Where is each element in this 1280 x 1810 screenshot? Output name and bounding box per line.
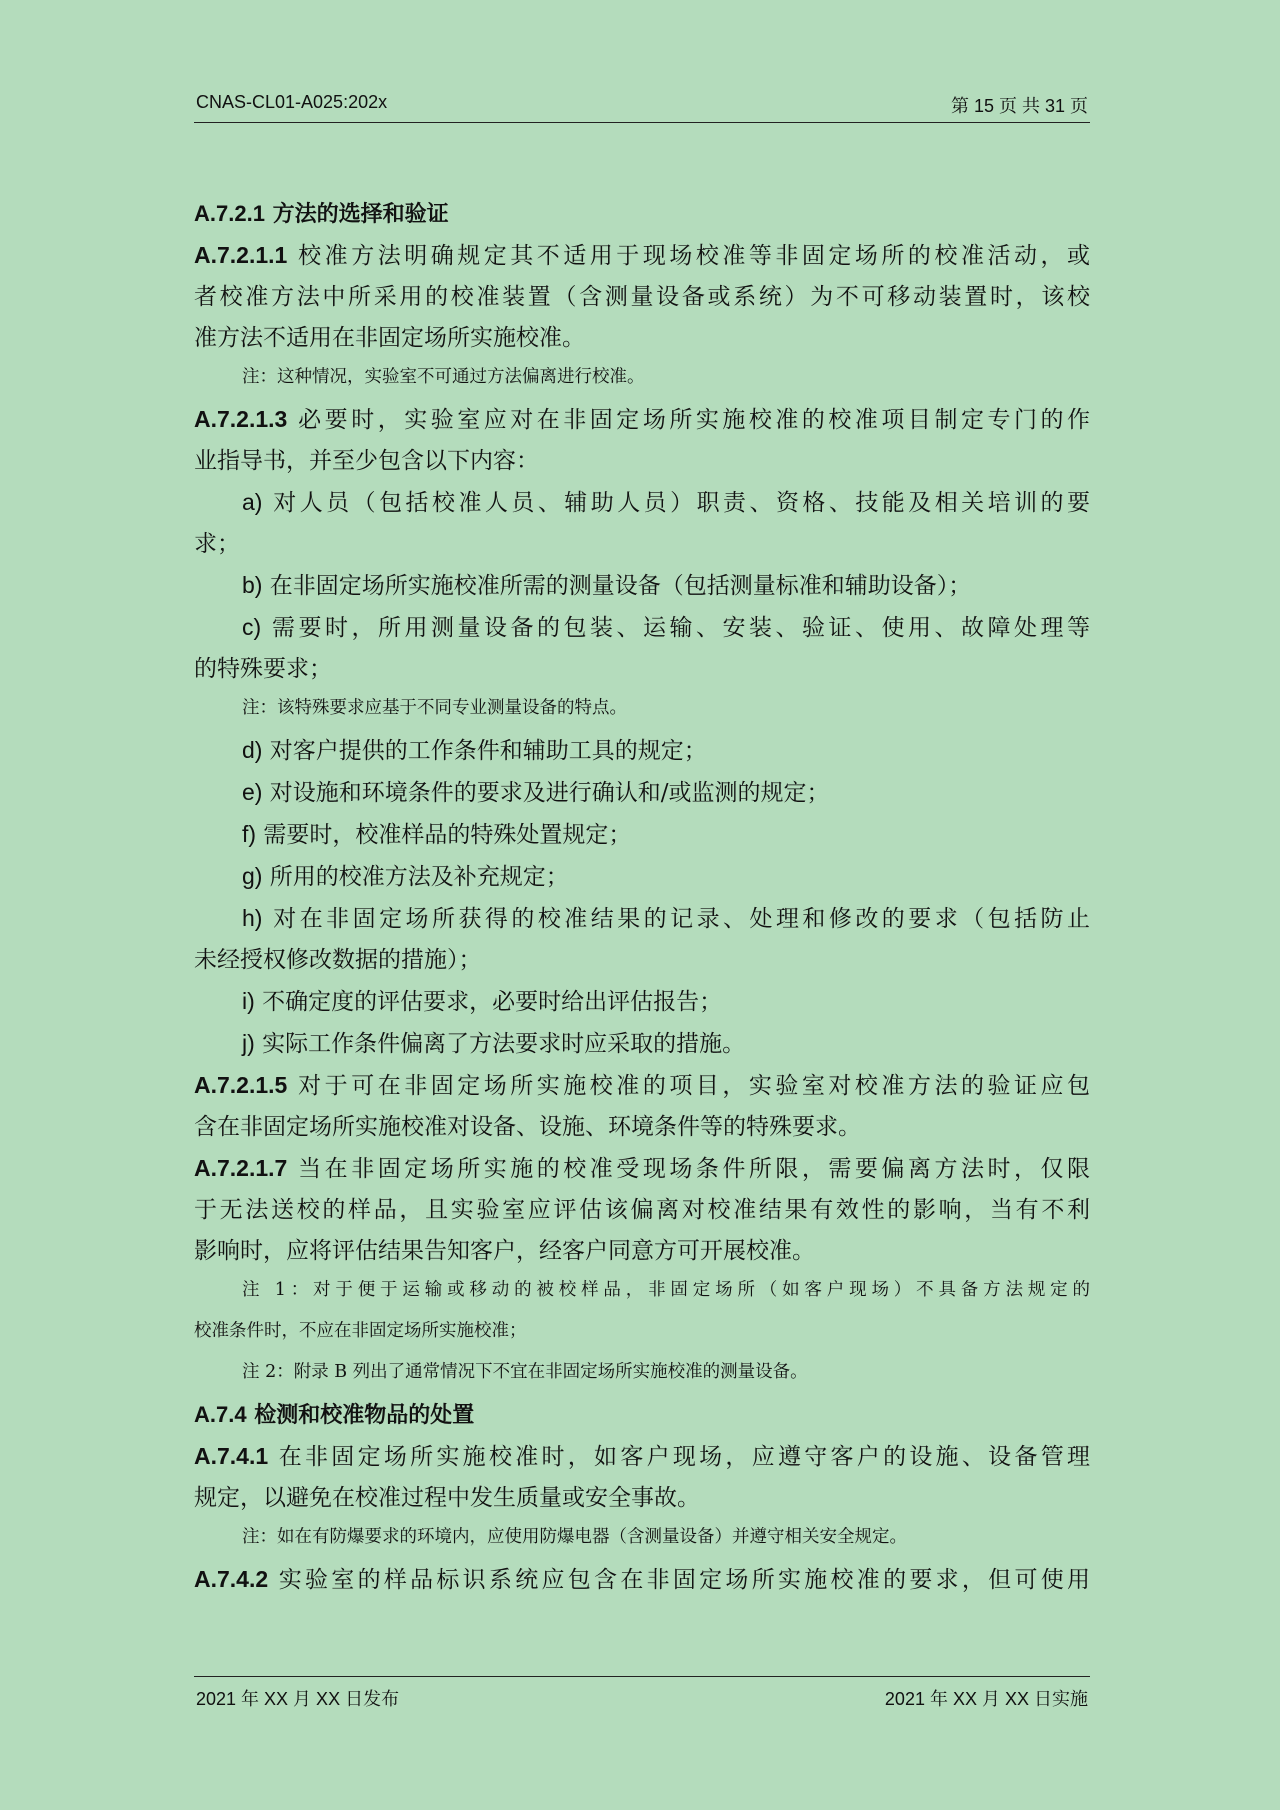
list-item-h <box>194 905 1090 933</box>
paragraph-line <box>194 1155 1090 1183</box>
clause-a7-4-1 <box>194 1443 1090 1548</box>
page-header <box>194 90 1090 123</box>
section-title: 检测和校准物品的处置 <box>254 1402 475 1428</box>
document-body <box>194 200 1090 1608</box>
clause-a7-2-1-1 <box>194 242 1090 388</box>
note-1: 注 1：对于便于运输或移动的被校样品，非固定场所（如客户现场）不具备方法规定的 <box>242 1280 1090 1300</box>
clause-a7-4-2 <box>194 1566 1090 1594</box>
clause-text: 校准方法明确规定其不适用于现场校准等非固定场所的校准活动，或 <box>298 243 1091 269</box>
list-label: d) <box>242 737 263 763</box>
note-2: 注 2：附录 B 列出了通常情况下不宜在非固定场所实施校准的测量设备。 <box>242 1362 808 1382</box>
list-label: j) <box>242 1030 255 1056</box>
list-text: 需要时，所用测量设备的包装、运输、安装、验证、使用、故障处理等 <box>271 615 1090 641</box>
paragraph-line <box>194 242 1090 270</box>
clause-text: 在非固定场所实施校准时，如客户现场，应遵守客户的设施、设备管理 <box>278 1444 1091 1470</box>
list-item-e <box>194 779 1090 807</box>
section-title: 方法的选择和验证 <box>272 201 449 227</box>
paragraph-line: 影响时，应将评估结果告知客户，经客户同意方可开展校准。 <box>194 1238 815 1264</box>
list-text: 不确定度的评估要求，必要时给出评估报告； <box>262 989 723 1015</box>
list-item-c <box>194 614 1090 642</box>
list-text: 所用的校准方法及补充规定； <box>269 864 569 890</box>
list-text: 需要时，校准样品的特殊处置规定； <box>263 822 632 848</box>
list-item-f <box>194 821 1090 849</box>
list-item-d <box>194 737 1090 765</box>
note-1-continued: 校准条件时，不应在非固定场所实施校准； <box>194 1321 527 1341</box>
list-label: a) <box>242 489 263 515</box>
list-item-j <box>194 1030 1090 1058</box>
paragraph-line <box>194 1443 1090 1471</box>
list-text: 对在非固定场所获得的校准结果的记录、处理和修改的要求（包括防止 <box>273 906 1091 932</box>
list-label: i) <box>242 988 255 1014</box>
clause-number: A.7.4.1 <box>194 1443 269 1469</box>
list-item-a-continued: 求； <box>194 531 240 557</box>
paragraph-line: 含在非固定场所实施校准对设备、设施、环境条件等的特殊要求。 <box>194 1114 861 1140</box>
issue-date: 2021 年 XX 月 XX 日发布 <box>196 1689 400 1709</box>
note: 注：如在有防爆要求的环境内，应使用防爆电器（含测量设备）并遵守相关安全规定。 <box>242 1527 907 1547</box>
clause-number: A.7.2.1 <box>194 201 265 226</box>
clause-number: A.7.4.2 <box>194 1566 269 1592</box>
document-code: CNAS-CL01-A025:202x <box>196 92 388 112</box>
paragraph-line <box>194 406 1090 434</box>
list-label: h) <box>242 905 263 931</box>
paragraph-line: 业指导书，并至少包含以下内容： <box>194 448 539 474</box>
clause-number: A.7.4 <box>194 1402 247 1427</box>
paragraph-line: 规定，以避免在校准过程中发生质量或安全事故。 <box>194 1485 700 1511</box>
clause-text: 必要时，实验室应对在非固定场所实施校准的校准项目制定专门的作 <box>298 407 1091 433</box>
paragraph-line: 于无法送校的样品，且实验室应评估该偏离对校准结果有效性的影响，当有不利 <box>194 1197 1090 1223</box>
list-text: 在非固定场所实施校准所需的测量设备（包括测量标准和辅助设备）； <box>269 573 972 599</box>
paragraph-line: 准方法不适用在非固定场所实施校准。 <box>194 325 585 351</box>
list-item-i <box>194 988 1090 1016</box>
list-text: 对设施和环境条件的要求及进行确认和/或监测的规定； <box>269 780 830 806</box>
list-item-b <box>194 572 1090 600</box>
clause-number: A.7.2.1.1 <box>194 242 288 268</box>
list-item-g <box>194 863 1090 891</box>
list-text: 实际工作条件偏离了方法要求时应采取的措施。 <box>262 1031 746 1057</box>
clause-a7-2-1-5 <box>194 1072 1090 1141</box>
list-text: 对客户提供的工作条件和辅助工具的规定； <box>269 738 707 764</box>
page-number: 第 15 页 共 31 页 <box>950 96 1088 116</box>
list-label: c) <box>242 614 262 640</box>
section-heading-a7-2-1 <box>194 200 1090 228</box>
clause-number: A.7.2.1.5 <box>194 1072 288 1098</box>
list-label: b) <box>242 572 263 598</box>
note: 注：该特殊要求应基于不同专业测量设备的特点。 <box>242 698 627 718</box>
paragraph-line <box>194 1072 1090 1100</box>
clause-text: 实验室的样品标识系统应包含在非固定场所实施校准的要求，但可使用 <box>278 1567 1091 1593</box>
list-label: f) <box>242 821 257 847</box>
list-label: e) <box>242 779 263 805</box>
list-text: 对人员（包括校准人员、辅助人员）职责、资格、技能及相关培训的要 <box>273 490 1091 516</box>
list-item-a <box>194 489 1090 517</box>
page-footer <box>194 1676 1090 1709</box>
clause-text: 对于可在非固定场所实施校准的项目，实验室对校准方法的验证应包 <box>298 1073 1091 1099</box>
list-item-c-continued: 的特殊要求； <box>194 656 332 682</box>
paragraph-line: 者校准方法中所采用的校准装置（含测量设备或系统）为不可移动装置时，该校 <box>194 284 1090 310</box>
clause-number: A.7.2.1.7 <box>194 1155 288 1181</box>
list-item-h-continued: 未经授权修改数据的措施）； <box>194 947 482 973</box>
list-label: g) <box>242 863 263 889</box>
effective-date: 2021 年 XX 月 XX 日实施 <box>884 1689 1088 1709</box>
clause-number: A.7.2.1.3 <box>194 406 288 432</box>
paragraph-line <box>194 1566 1090 1594</box>
clause-a7-2-1-7 <box>194 1155 1090 1383</box>
clause-text: 当在非固定场所实施的校准受现场条件所限，需要偏离方法时，仅限 <box>298 1156 1091 1182</box>
clause-a7-2-1-3 <box>194 406 1090 1058</box>
section-heading-a7-4 <box>194 1401 1090 1429</box>
note: 注：这种情况，实验室不可通过方法偏离进行校准。 <box>242 367 645 387</box>
